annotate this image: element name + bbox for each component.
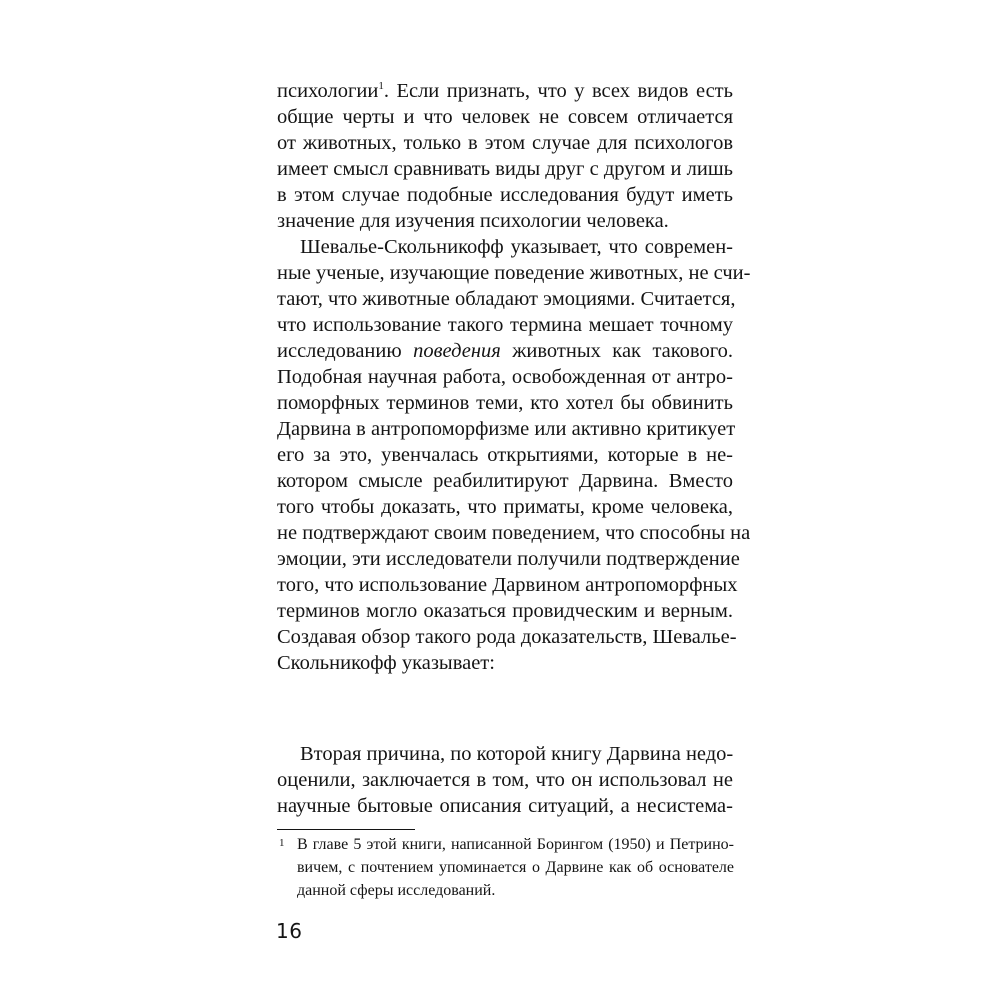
paragraph-2-line-2: ные ученые, изучающие поведение животных, не счи- (277, 262, 751, 284)
footnote-line-3: данной сферы исследований. (297, 882, 496, 899)
paragraph-1-line-1-end: . Если признать, что у всех видов есть (383, 80, 733, 102)
paragraph-2-line-8: Дарвина в антропоморфизме или активно критикует (277, 418, 736, 440)
paragraph-1-line-1 (277, 79, 733, 103)
emphasis-word: поведения (413, 340, 501, 362)
paragraph-1-line-5: в этом случае подобные исследования будут иметь (277, 184, 733, 206)
paragraph-2-line-12: не подтверждают своим поведением, что способны на (277, 522, 751, 544)
paragraph-2-line-9: его за это, увенчалась открытиями, которые в не- (277, 444, 733, 466)
paragraph-3-line-1: Вторая причина, по которой книгу Дарвина недо- (300, 743, 734, 765)
paragraph-2-line-5 (277, 339, 733, 363)
paragraph-2-line-15: терминов могло оказаться провидческим и верным. (277, 600, 733, 622)
paragraph-2-line-11: того чтобы доказать, что приматы, кроме человека, (277, 496, 733, 518)
paragraph-2-line-3: тают, что животные обладают эмоциями. Считается, (277, 288, 736, 310)
footnote-divider (277, 829, 415, 830)
footnote-reference: 1 (378, 80, 384, 92)
paragraph-1-line-3: от животных, только в этом случае для психологов (277, 132, 733, 154)
paragraph-1-line-6: значение для изучения психологии человека. (277, 210, 669, 232)
paragraph-2-line-16: Создавая обзор такого рода доказательств, Шевалье- (277, 626, 737, 648)
page-number: 16 (276, 919, 303, 943)
paragraph-2-line-4: что использование такого термина мешает точному (277, 314, 733, 336)
paragraph-2-line-14: того, что использование Дарвином антропоморфных (277, 574, 738, 596)
paragraph-3-line-2: оценили, заключается в том, что он использовал не (277, 769, 733, 791)
paragraph-1-line-4: имеет смысл сравнивать виды друг с другом и лишь (277, 158, 733, 180)
paragraph-2-line-7: поморфных терминов теми, кто хотел бы обвинить (277, 392, 733, 414)
footnote-line-2: вичем, с почтением упоминается о Дарвине как об основателе (297, 859, 734, 876)
paragraph-1-line-2: общие черты и что человек не совсем отличается (277, 106, 733, 128)
footnote-marker: 1 (279, 837, 285, 849)
paragraph-3-line-3: научные бытовые описания ситуаций, а несистема- (277, 795, 733, 817)
paragraph-2-line-1: Шевалье-Скольникофф указывает, что современ- (300, 236, 733, 258)
footnote-line-1: В главе 5 этой книги, написанной Борингом (1950) и Петрино- (297, 836, 734, 853)
paragraph-1-line-1-start: психологии (277, 80, 379, 102)
paragraph-2-line-6: Подобная научная работа, освобожденная от антро- (277, 366, 733, 388)
paragraph-2-line-17: Скольникофф указывает: (277, 652, 495, 674)
paragraph-2-line-5-end: животных как такового. (500, 340, 733, 362)
paragraph-2-line-13: эмоции, эти исследователи получили подтверждение (277, 548, 740, 570)
paragraph-2-line-5-start: исследованию (277, 340, 414, 362)
paragraph-2-line-10: котором смысле реабилитируют Дарвина. Вместо (277, 470, 733, 492)
